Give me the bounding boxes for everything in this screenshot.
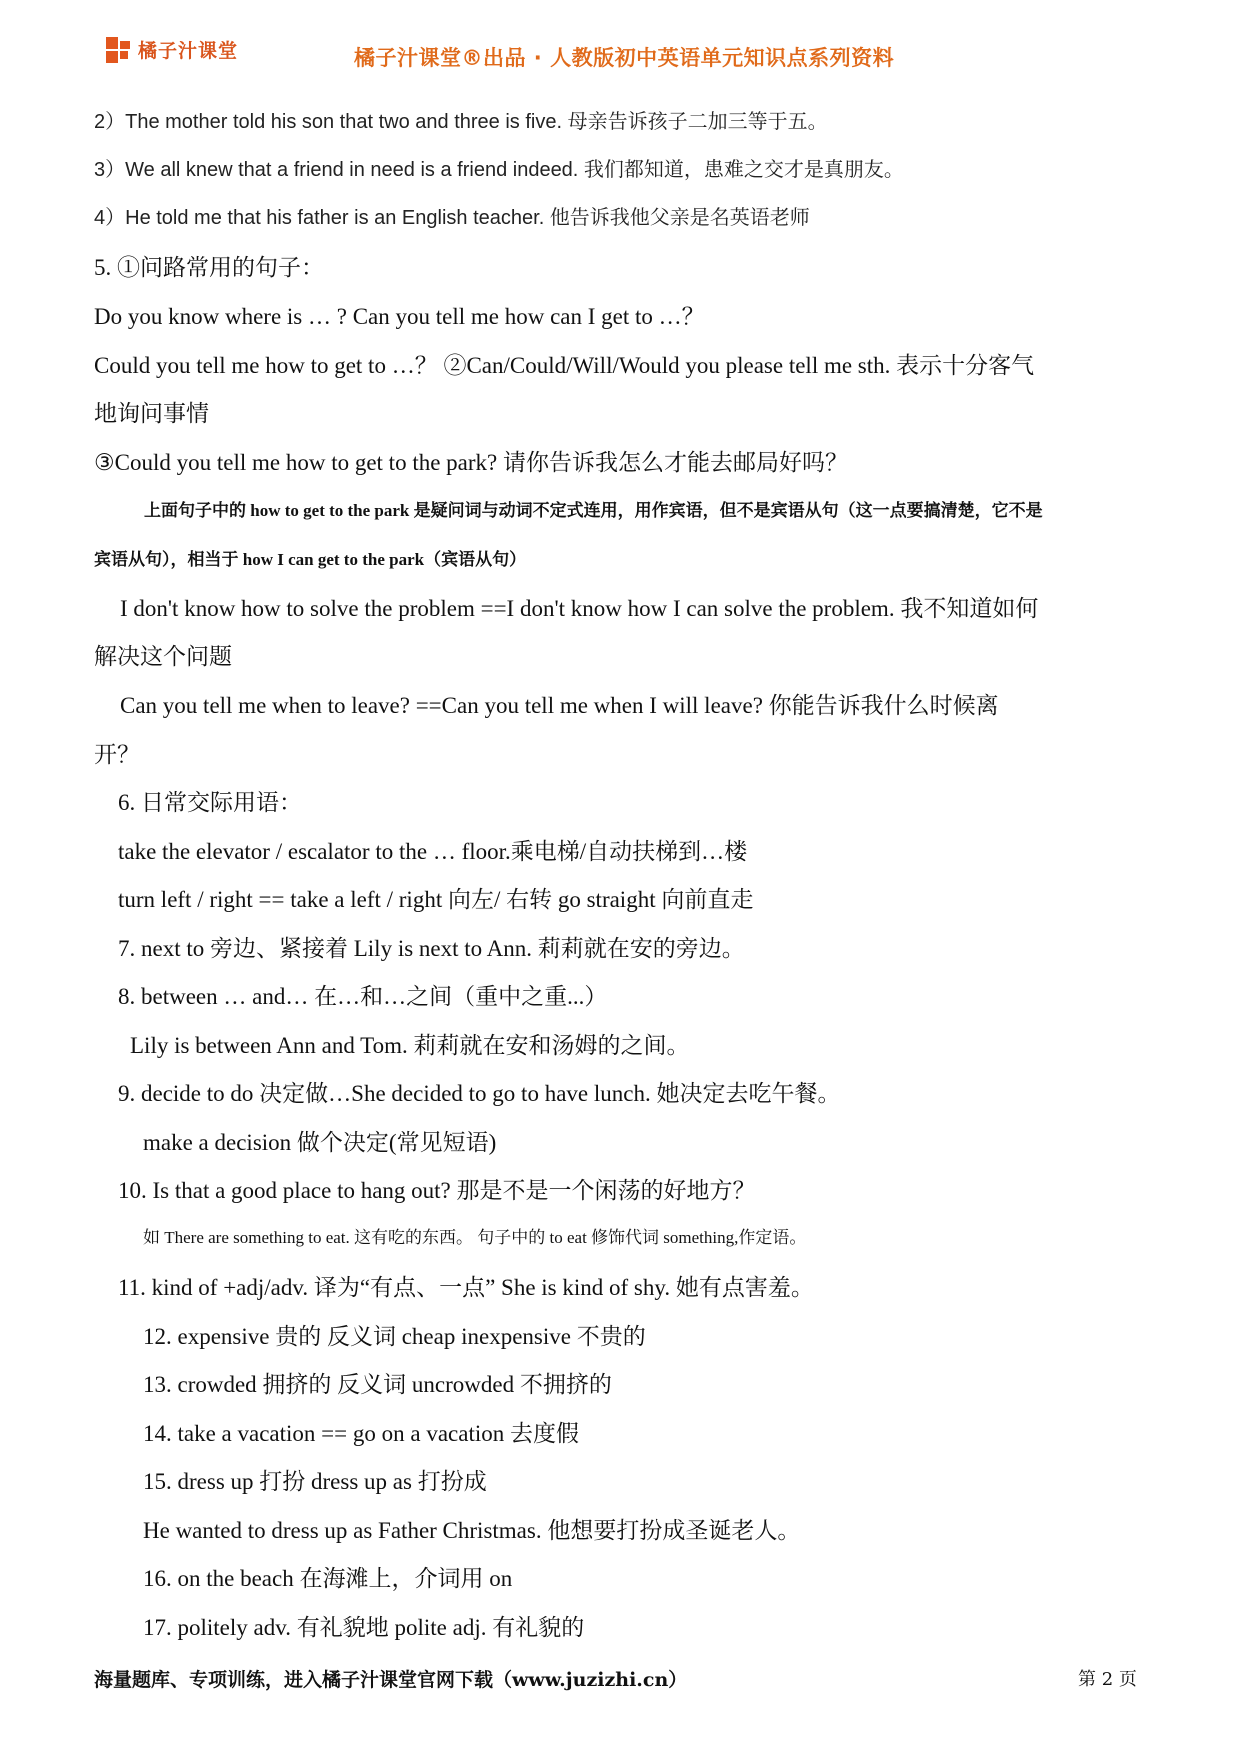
text-line: 8. between … and… 在…和…之间（重中之重...） xyxy=(118,984,608,1009)
note-line: 宾语从句），相当于 how I can get to the park（宾语从句） xyxy=(94,550,527,569)
text-line: ③Could you tell me how to get to the park? 请你告诉我怎么才能去邮局好吗？ xyxy=(94,450,848,475)
text-line: Could you tell me how to get to …？ ②Can/Could/Will/Would you please tell me sth. 表示十分客气 xyxy=(94,353,1035,378)
note-line: 上面句子中的 how to get to the park 是疑问词与动词不定式连用，用作宾语，但不是宾语从句（这一点要搞清楚，它不是 xyxy=(144,501,1043,520)
text-line: Lily is between Ann and Tom. 莉莉就在安和汤姆的之间。 xyxy=(130,1033,690,1058)
text-line: Do you know where is … ? Can you tell me how can I get to …？ xyxy=(94,304,705,329)
text-line: turn left / right == take a left / right 向左/ 右转 go straight 向前直走 xyxy=(118,887,754,912)
brand-logo xyxy=(106,36,238,63)
text-line: 4）He told me that his father is an English teacher. 他告诉我他父亲是名英语老师 xyxy=(94,207,810,229)
text-line: 16. on the beach 在海滩上，介词用 on xyxy=(143,1566,513,1591)
logo-icon xyxy=(106,37,132,63)
text-line: 9. decide to do 决定做…She decided to go to have lunch. 她决定去吃午餐。 xyxy=(118,1081,841,1106)
logo-text: 橘子汁课堂 xyxy=(138,40,239,62)
page-header xyxy=(0,0,1240,80)
text-line: make a decision 做个决定(常见短语) xyxy=(143,1130,497,1155)
section-heading: 5. ①问路常用的句子： xyxy=(94,255,324,280)
section-heading: 6. 日常交际用语： xyxy=(118,790,302,815)
text-line: 17. politely adv. 有礼貌地 polite adj. 有礼貌的 xyxy=(143,1615,585,1640)
text-line: 3）We all knew that a friend in need is a friend indeed. 我们都知道，患难之交才是真朋友。 xyxy=(94,159,904,181)
note-line: 如 There are something to eat. 这有吃的东西。 句子中的 to eat 修饰代词 something,作定语。 xyxy=(143,1228,807,1247)
text-line: He wanted to dress up as Father Christmas. 他想要打扮成圣诞老人。 xyxy=(143,1518,801,1543)
text-line: 10. Is that a good place to hang out? 那是不是一个闲荡的好地方？ xyxy=(118,1178,756,1203)
text-line: 7. next to 旁边、紧接着 Lily is next to Ann. 莉莉就在安的旁边。 xyxy=(118,936,745,961)
footer-text: 海量题库、专项训练，进入橘子汁课堂官网下载（www.juzizhi.cn） xyxy=(94,1669,688,1691)
text-line: 15. dress up 打扮 dress up as 打扮成 xyxy=(143,1469,487,1494)
header-title: 橘子汁课堂®出品 · 人教版初中英语单元知识点系列资料 xyxy=(354,46,895,70)
text-line: 11. kind of +adj/adv. 译为“有点、一点” She is kind of shy. 她有点害羞。 xyxy=(118,1275,814,1300)
text-line: 开？ xyxy=(94,742,140,767)
text-line: 解决这个问题 xyxy=(94,644,232,669)
text-line: 2）The mother told his son that two and three is five. 母亲告诉孩子二加三等于五。 xyxy=(94,111,828,133)
page-number: 第 2 页 xyxy=(1078,1669,1137,1690)
text-line: 12. expensive 贵的 反义词 cheap inexpensive 不贵的 xyxy=(143,1324,646,1349)
text-line: I don't know how to solve the problem ==I don't know how I can solve the problem. 我不知道如何 xyxy=(120,596,1039,621)
text-line: take the elevator / escalator to the … floor.乘电梯/自动扶梯到…楼 xyxy=(118,839,748,864)
text-line: 地询问事情 xyxy=(94,401,209,426)
text-line: 14. take a vacation == go on a vacation 去度假 xyxy=(143,1421,579,1446)
text-line: Can you tell me when to leave? ==Can you tell me when I will leave? 你能告诉我什么时候离 xyxy=(120,693,999,718)
text-line: 13. crowded 拥挤的 反义词 uncrowded 不拥挤的 xyxy=(143,1372,612,1397)
